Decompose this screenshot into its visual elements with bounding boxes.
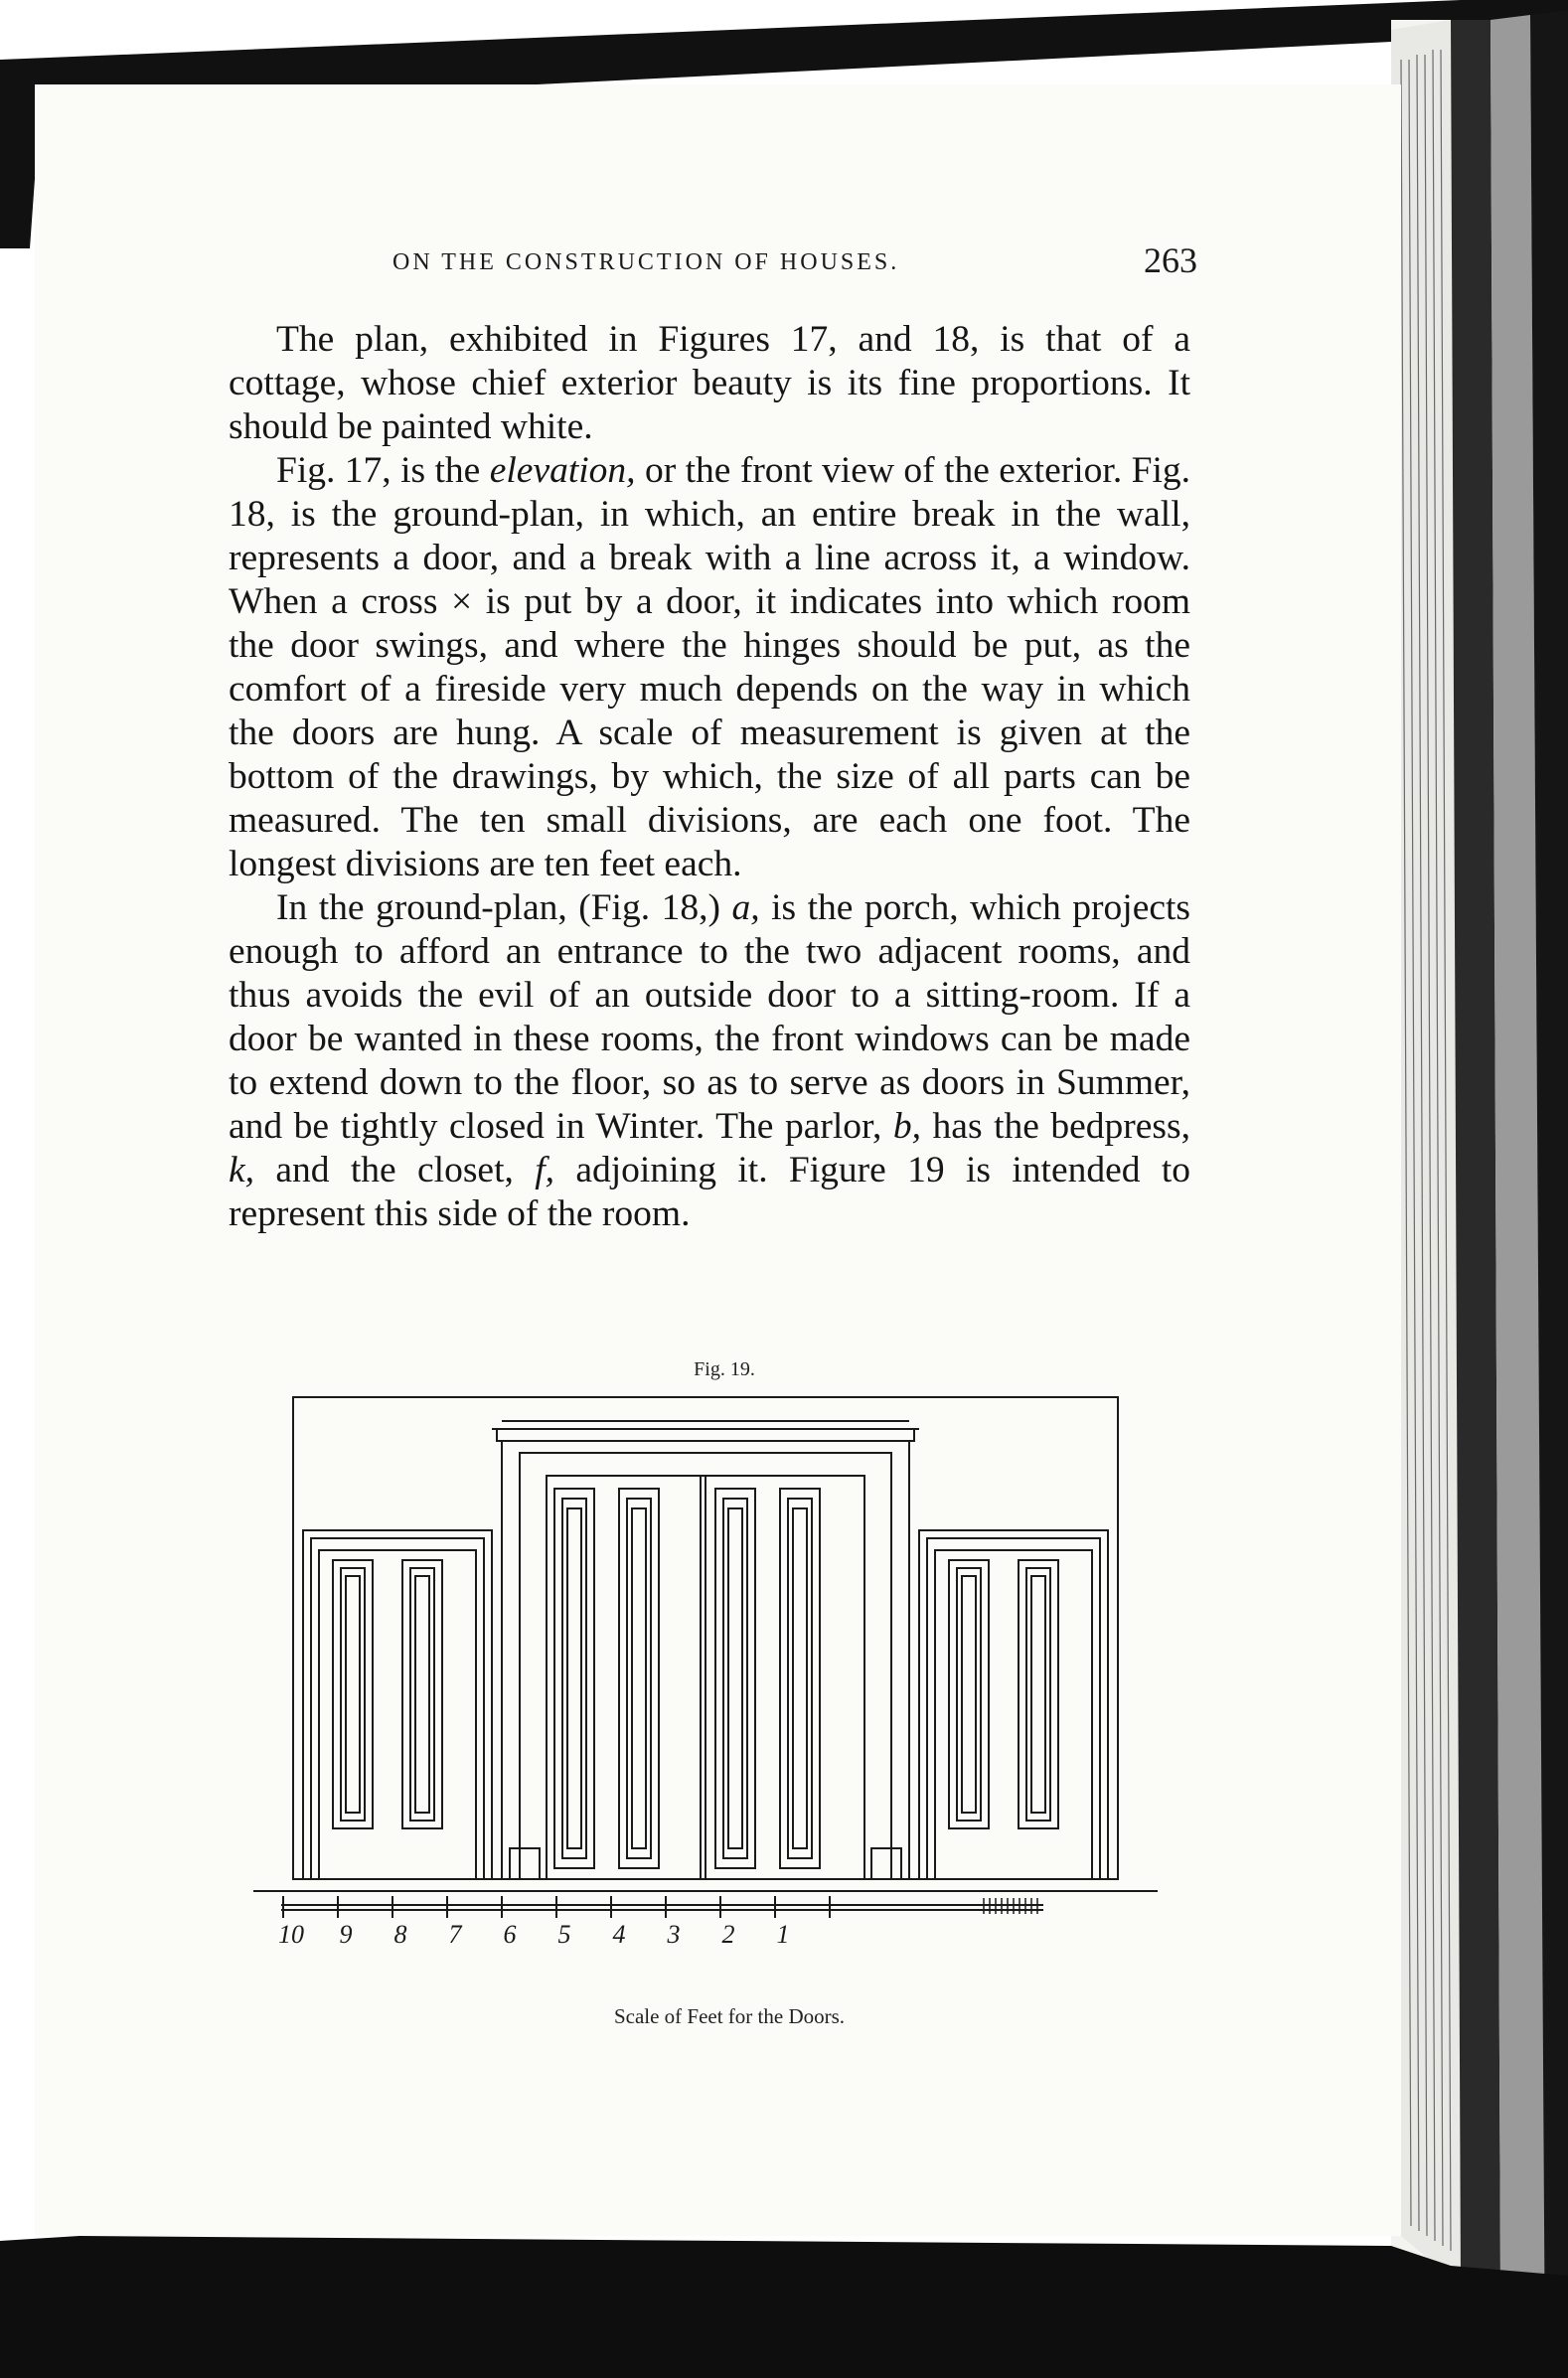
text-run: k,	[229, 1150, 255, 1190]
scale-number: 8	[393, 1920, 407, 1949]
page-number: 263	[1144, 240, 1197, 280]
text-run: adjoining it. Figure 19 is intended to represent this side of the room.	[229, 1150, 1190, 1234]
text-run: Fig. 17, is the	[276, 450, 490, 491]
scale-number: 6	[503, 1920, 517, 1949]
running-header	[392, 240, 1197, 283]
scale-number: 7	[448, 1920, 462, 1949]
scale-number: 2	[721, 1920, 735, 1949]
scale-number: 1	[776, 1920, 790, 1949]
running-title: ON THE CONSTRUCTION OF HOUSES.	[392, 249, 900, 275]
scale-number: 4	[612, 1920, 626, 1949]
text-run: or the front view of the exterior. Fig. 18, is the ground-plan, in which, an entire break in the wall, represents a door, and a break with a line across it, a window. When a cross × is put by a door, it indicates into which room the door swings, and where the hinges should be put, as the comfort of a fireside very much depends on the way in which the doors are hung. A scale of measurement is given at the bottom of the drawings, by which, the size of all parts can be measured. The ten small divisions, are each one foot. The longest divisions are ten feet each.	[229, 450, 1190, 884]
paragraph-3	[229, 886, 1190, 1236]
text-run: is the porch, which projects enough to afford an entrance to the two adjacent rooms, and thus avoids the evil of an outside door to a sitting-room. If a door be wanted in these rooms, the front windows can be made to extend down to the floor, so as to serve as doors in Summer, and be tightly closed in Winter. The parlor,	[229, 887, 1190, 1147]
body-text	[229, 318, 1190, 1236]
figure-caption-text: Fig. 19.	[694, 1358, 755, 1380]
text-run: and the closet,	[254, 1150, 536, 1190]
text-run: b,	[892, 1106, 922, 1147]
scale-number: 5	[557, 1920, 571, 1949]
text-run: elevation,	[489, 450, 636, 491]
paragraph-2	[229, 449, 1190, 886]
scale-number: 3	[667, 1920, 681, 1949]
center-cornice	[497, 1429, 914, 1441]
text-run: has the bedpress,	[921, 1106, 1190, 1147]
text-run: The plan, exhibited in Figures 17, and 18, is that of a cottage, whose chief exterior beauty is its fine proportions. It should be painted white.	[229, 319, 1190, 447]
scale-number: 10	[278, 1920, 304, 1949]
figure-caption	[0, 1358, 1568, 1381]
scale-ticks	[283, 1896, 830, 1918]
text-run: f,	[535, 1150, 555, 1190]
scale-caption-text: Scale of Feet for the Doors.	[613, 2004, 846, 2028]
scale-caption	[0, 2004, 1568, 2029]
text-run: In the ground-plan, (Fig. 18,)	[276, 887, 732, 928]
scale-number: 9	[339, 1920, 353, 1949]
paragraph-1	[229, 318, 1190, 449]
figure-19-doors-drawing	[253, 1381, 1168, 2017]
text-run: a,	[731, 887, 760, 928]
right-door	[919, 1530, 1108, 1879]
left-door	[303, 1530, 492, 1879]
